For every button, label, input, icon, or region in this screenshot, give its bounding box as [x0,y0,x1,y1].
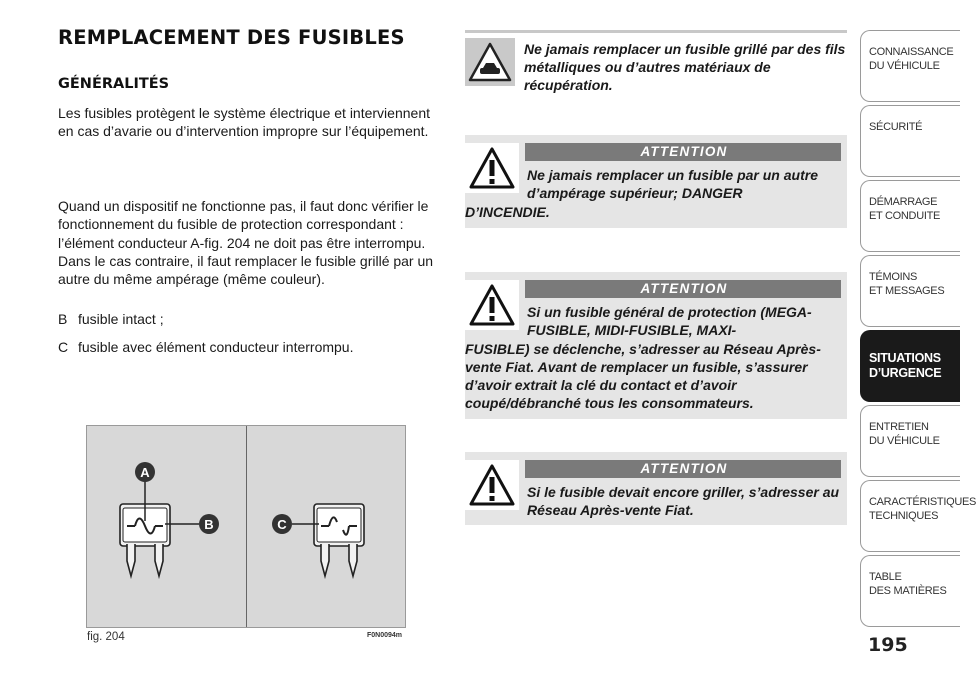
fuse-illustration [87,426,407,629]
attention-text-first: Ne jamais remplacer un fusible par un autre d’ampérage supérieur; DANGER [527,167,818,202]
warning-triangle-icon [465,143,519,193]
attention-box-1 [465,135,847,228]
tab-securite[interactable]: SÉCURITÉ [860,105,960,177]
attention-text [465,303,841,413]
legend-text: fusible avec élément conducteur interrompu. [78,339,354,355]
tab-temoins[interactable]: TÉMOINS ET MESSAGES [860,255,960,327]
tab-demarrage[interactable]: DÉMARRAGE ET CONDUITE [860,180,960,252]
figure-caption: fig. 204 [87,631,125,643]
page-title: REMPLACEMENT DES FUSIBLES [58,26,405,49]
legend-item-b [58,310,164,328]
attention-label: ATTENTION [525,280,841,298]
section-title: GÉNÉRALITÉS [58,76,170,92]
warning-note: Ne jamais remplacer un fusible grillé par des fils métalliques ou d’autres matériaux de récupération. [524,41,846,93]
figure-code: F0N0094m [367,632,403,639]
car-warning-icon [465,38,515,86]
warning-triangle-icon [465,280,519,330]
attention-box-3 [465,452,847,525]
attention-text [465,483,841,520]
intro-paragraph: Les fusibles protègent le système électrique et interviennent en cas d’avarie ou d’intervention impropre sur l’équipement. [58,105,430,140]
callout-b-label: B [204,517,214,532]
attention-text-rest: D’INCENDIE. [465,203,550,220]
attention-text-first: Si le fusible devait encore griller, s’adresser au Réseau Après-vente Fiat. [527,484,840,519]
attention-text-rest: FUSIBLE) se déclenche, s’adresser au Réseau Après-vente Fiat. Avant de remplacer un fusible, s’assurer d’avoir extrait la clé du contact et d’avoir coupé/débranché tous les consommateurs. [465,340,821,412]
warning-triangle-icon [465,460,519,510]
attention-text-first: Si un fusible général de protection (MEGA-FUSIBLE, MIDI-FUSIBLE, MAXI- [527,304,812,339]
check-paragraph: Quand un dispositif ne fonctionne pas, il faut donc vérifier le fonctionnement du fusible de protection correspondant : l’élément conducteur A-fig. 204 ne doit pas être interrompu. Dans le cas contraire, il faut remplacer le fusible grillé par un autre du même ampérage (même couleur). [58,198,434,288]
legend-item-c [58,338,353,356]
tab-caracteristiques[interactable]: CARACTÉRISTIQUES TECHNIQUES [860,480,960,552]
legend-text: fusible intact ; [78,311,164,327]
callout-a-label: A [140,465,150,480]
legend-key: B [58,311,68,327]
callout-c-label: C [277,517,287,532]
tab-situations-urgence[interactable]: SITUATIONS D’URGENCE [860,330,960,402]
attention-label: ATTENTION [525,460,841,478]
tab-connaissance[interactable]: CONNAISSANCE DU VÉHICULE [860,30,960,102]
attention-box-2 [465,272,847,419]
fuse-figure [86,425,406,628]
legend-key: C [58,339,69,355]
tab-entretien[interactable]: ENTRETIEN DU VÉHICULE [860,405,960,477]
attention-label: ATTENTION [525,143,841,161]
page-number: 195 [868,634,908,656]
fuse-blown-icon [314,504,364,576]
tab-table-matieres[interactable]: TABLE DES MATIÈRES [860,555,960,627]
top-rule [465,30,847,33]
attention-text [465,166,841,221]
